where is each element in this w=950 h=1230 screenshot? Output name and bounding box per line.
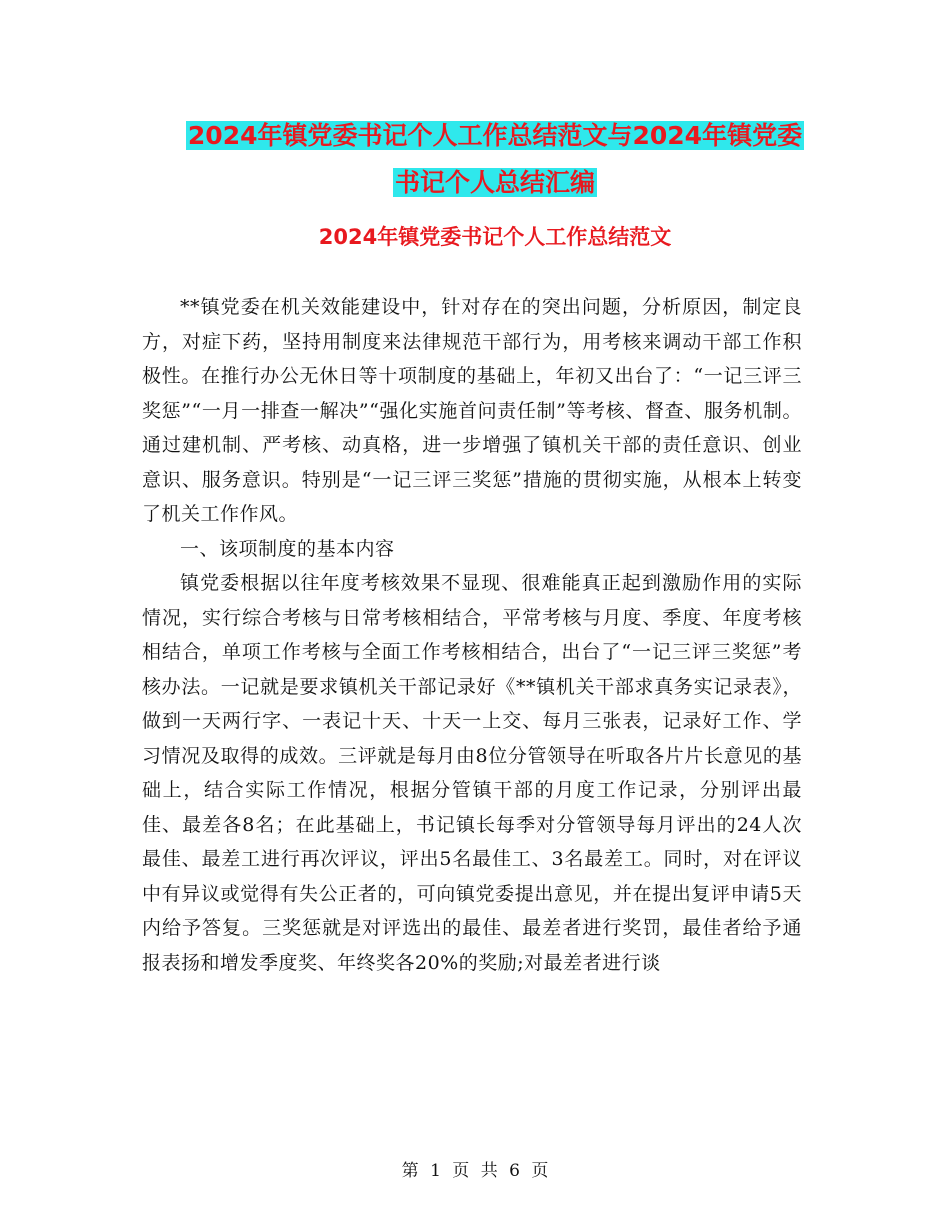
paragraph-intro: **镇党委在机关效能建设中，针对存在的突出问题，分析原因，制定良方，对症下药，坚持用制度来法律规范干部行为，用考核来调动干部工作积极性。在推行办公无休日等十项制度的基础上，年初又出台了：“一记三评三奖惩”“一月一排查一解决”“强化实施首问责任制”等考核、督查、服务机制。通过建机制、严考核、动真格，进一步增强了镇机关干部的责任意识、创业意识、服务意识。特别是“一记三评三奖惩”措施的贯彻实施，从根本上转变了机关工作作风。 <box>142 296 802 525</box>
document-title <box>140 112 850 206</box>
title-line-2: 书记个人总结汇编 <box>394 168 595 197</box>
title-line-1: 2024年镇党委书记个人工作总结范文与2024年镇党委 <box>187 121 803 150</box>
paragraph-content: 镇党委根据以往年度考核效果不显现、很难能真正起到激励作用的实际情况，实行综合考核与日常考核相结合，平常考核与月度、季度、年度考核相结合，单项工作考核与全面工作考核相结合，出台了“一记三评三奖惩”考核办法。一记就是要求镇机关干部记录好《**镇机关干部求真务实记录表》，做到一天两行字、一表记十天、十天一上交、每月三张表，记录好工作、学习情况及取得的成效。三评就是每月由8位分管领导在听取各片片长意见的基础上，结合实际工作情况，根据分管镇干部的月度工作记录，分别评出最佳、最差各8名；在此基础上，书记镇长每季对分管领导每月评出的24人次最佳、最差工进行再次评议，评出5名最佳工、3名最差工。同时，对在评议中有异议或觉得有失公正者的，可向镇党委提出意见，并在提出复评申请5天内给予答复。三奖惩就是对评选出的最佳、最差者进行奖罚，最佳者给予通报表扬和增发季度奖、年终奖各20%的奖励;对最差者进行谈 <box>142 572 802 974</box>
page-number: 第 1 页 共 6 页 <box>401 1161 549 1181</box>
section-title: 2024年镇党委书记个人工作总结范文 <box>318 225 672 249</box>
section-heading: 一、该项制度的基本内容 <box>180 537 395 560</box>
document-body <box>142 290 802 980</box>
